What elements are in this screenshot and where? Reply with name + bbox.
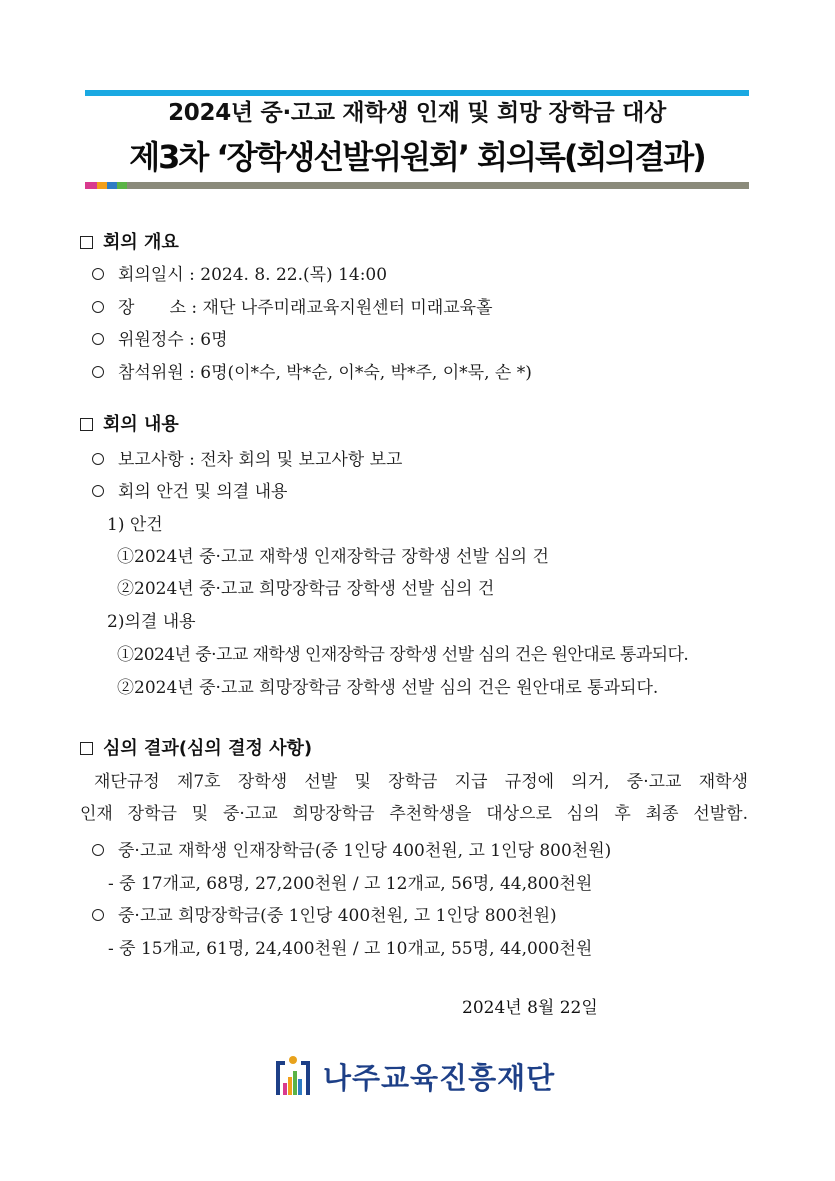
section-overview-heading: 회의 개요 xyxy=(80,231,179,255)
result-paragraph-line-2: 인재 장학금 및 중·고교 희망장학금 추천학생을 대상으로 심의 후 최종 선발함. xyxy=(80,804,748,824)
resolution-sub-heading: 2)의결 내용 xyxy=(107,612,196,632)
agenda-sub-heading: 1) 안건 xyxy=(107,515,163,535)
circle-bullet-icon xyxy=(92,909,104,921)
overview-item: 회의일시 : 2024. 8. 22.(목) 14:00 xyxy=(92,263,387,287)
resolution-item: ②2024년 중·고교 희망장학금 장학생 선발 심의 건은 원안대로 통과되다. xyxy=(117,678,659,698)
circle-bullet-icon xyxy=(92,333,104,345)
scholarship-talent-title: 중·고교 재학생 인재장학금(중 1인당 400천원, 고 1인당 800천원) xyxy=(92,839,611,863)
document-date: 2024년 8월 22일 xyxy=(462,998,598,1018)
header-bottom-bar xyxy=(85,182,749,189)
report-item: 보고사항 : 전차 회의 및 보고사항 보고 xyxy=(92,448,402,472)
circle-bullet-icon xyxy=(92,268,104,280)
square-bullet-icon xyxy=(80,236,93,249)
section-result-heading: 심의 결과(심의 결정 사항) xyxy=(80,737,312,761)
overview-item: 장 소 : 재단 나주미래교육지원센터 미래교육홀 xyxy=(92,296,493,320)
document-subtitle: 2024년 중·고교 재학생 인재 및 희망 장학금 대상 xyxy=(168,100,666,126)
square-bullet-icon xyxy=(80,418,93,431)
resolution-item: ①2024년 중·고교 재학생 인재장학금 장학생 선발 심의 건은 원안대로 통과되다. xyxy=(117,645,689,665)
scholarship-talent-detail: - 중 17개교, 68명, 27,200천원 / 고 12개교, 56명, 44,800천원 xyxy=(108,874,593,894)
scholarship-hope-title: 중·고교 희망장학금(중 1인당 400천원, 고 1인당 800천원) xyxy=(92,904,557,928)
header-top-bar xyxy=(85,90,749,96)
agenda-item: ①2024년 중·고교 재학생 인재장학금 장학생 선발 심의 건 xyxy=(117,547,549,567)
circle-bullet-icon xyxy=(92,485,104,497)
scholarship-hope-detail: - 중 15개교, 61명, 24,400천원 / 고 10개교, 55명, 44,000천원 xyxy=(108,939,593,959)
overview-item: 참석위원 : 6명(이*수, 박*순, 이*숙, 박*주, 이*묵, 손 *) xyxy=(92,361,532,385)
circle-bullet-icon xyxy=(92,844,104,856)
document-title: 제3차 ‘장학생선발위원회’ 회의록(회의결과) xyxy=(129,138,705,176)
agenda-item: ②2024년 중·고교 희망장학금 장학생 선발 심의 건 xyxy=(117,579,495,599)
circle-bullet-icon xyxy=(92,453,104,465)
section-content-heading: 회의 내용 xyxy=(80,413,179,437)
result-paragraph-line-1: 재단규정 제7호 장학생 선발 및 장학금 지급 규정에 의거, 중·고교 재학생 xyxy=(94,772,748,792)
foundation-emblem-icon xyxy=(275,1055,311,1097)
foundation-name: 나주교육진흥재단 xyxy=(323,1060,556,1095)
foundation-logo xyxy=(275,1055,555,1097)
overview-item: 위원정수 : 6명 xyxy=(92,328,228,352)
circle-bullet-icon xyxy=(92,301,104,313)
circle-bullet-icon xyxy=(92,366,104,378)
square-bullet-icon xyxy=(80,742,93,755)
agenda-heading: 회의 안건 및 의결 내용 xyxy=(92,480,287,504)
header-color-stripe xyxy=(85,182,749,189)
